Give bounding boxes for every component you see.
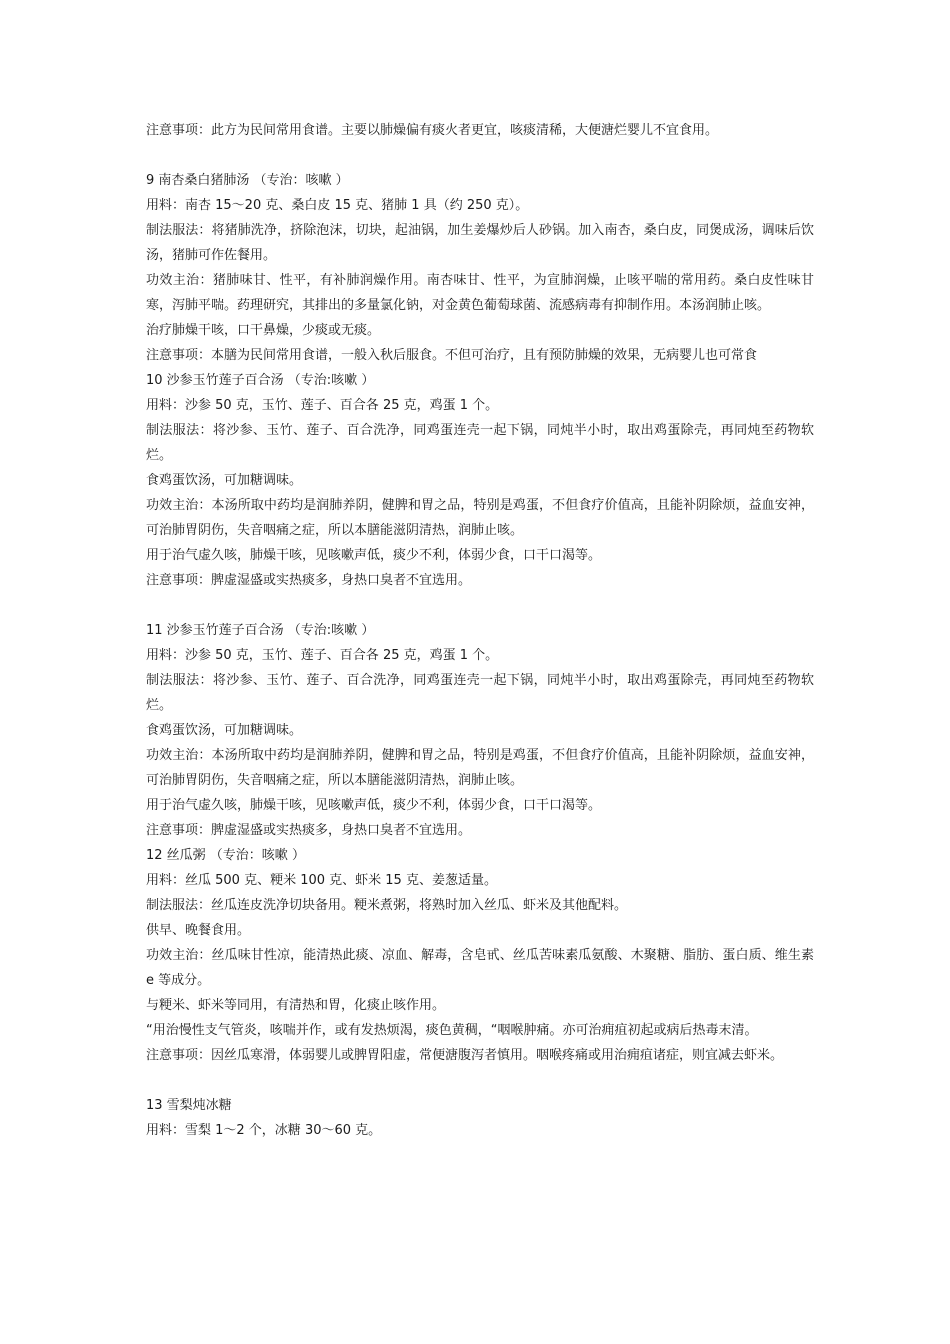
text-line: 用料：丝瓜 500 克、粳米 100 克、虾米 15 克、姜葱适量。 (146, 873, 497, 888)
text-line: 用于治气虚久咳，肺燥干咳，见咳嗽声低，痰少不利，体弱少食，口干口渴等。 (146, 798, 602, 813)
text-line: 用于治气虚久咳，肺燥干咳，见咳嗽声低，痰少不利，体弱少食，口干口渴等。 (146, 548, 602, 563)
text-line: 注意事项：脾虚湿盛或实热痰多，身热口臭者不宜选用。 (146, 823, 472, 838)
text-line: 功效主治：本汤所取中药均是润肺养阴，健脾和胃之品，特别是鸡蛋，不但食疗价值高，且能补阴除烦，益血安神，可治肺胃阴伤，失音咽痛之症，所以本膳能滋阴清热，润肺止咳。 (146, 748, 814, 788)
text-line: 功效主治：丝瓜味甘性凉，能清热此痰、凉血、解毒，含皂甙、丝瓜苦味素瓜氨酸、木聚糖、脂肪、蛋白质、维生素 e 等成分。 (146, 948, 814, 988)
section-heading: 12 丝瓜粥 （专治：咳嗽 ） (146, 848, 305, 863)
text-line: 制法服法：丝瓜连皮洗净切块备用。粳米煮粥，将熟时加入丝瓜、虾米及其他配料。 (146, 898, 628, 913)
section-heading: 9 南杏桑白猪肺汤 （专治：咳嗽 ） (146, 173, 349, 188)
text-line: “用治慢性支气管炎，咳喘并作，或有发热烦渴，痰色黄稠，“咽喉肿痛。亦可治痈疽初起或病后热毒末清。 (146, 1023, 758, 1038)
text-line: 食鸡蛋饮汤，可加糖调味。 (146, 723, 303, 738)
text-line: 制法服法：将沙参、玉竹、莲子、百合洗净，同鸡蛋连壳一起下锅，同炖半小时，取出鸡蛋除壳，再同炖至药物软烂。 (146, 673, 814, 713)
blank-line (146, 593, 814, 618)
text-line: 用料：南杏 15～20 克、桑白皮 15 克、猪肺 1 具（约 250 克）。 (146, 198, 529, 213)
document-page (146, 118, 814, 1143)
text-line: 与粳米、虾米等同用，有清热和胃，化痰止咳作用。 (146, 998, 446, 1013)
text-line: 用料：沙参 50 克，玉竹、莲子、百合各 25 克，鸡蛋 1 个。 (146, 398, 499, 413)
section-heading: 11 沙参玉竹莲子百合汤 （专治:咳嗽 ） (146, 623, 375, 638)
text-line: 制法服法：将沙参、玉竹、莲子、百合洗净，同鸡蛋连壳一起下锅，同炖半小时，取出鸡蛋除壳，再同炖至药物软烂。 (146, 423, 814, 463)
blank-line (146, 1068, 814, 1093)
text-line: 用料：雪梨 1～2 个，冰糖 30～60 克。 (146, 1123, 382, 1138)
text-line: 注意事项：因丝瓜寒滑，体弱婴儿或脾胃阳虚，常便溏腹泻者慎用。咽喉疼痛或用治痈疽诸症，则宜减去虾米。 (146, 1048, 784, 1063)
text-line: 注意事项：此方为民间常用食谱。主要以肺燥偏有痰火者更宜，咳痰清稀，大便溏烂婴儿不宜食用。 (146, 123, 719, 138)
text-line: 功效主治：猪肺味甘、性平，有补肺润燥作用。南杏味甘、性平，为宣肺润燥，止咳平喘的常用药。桑白皮性味甘寒，泻肺平喘。药理研究，其排出的多量氯化钠，对金黄色葡萄球菌、流感病毒有抑制作用。本汤润肺止咳。 (146, 273, 814, 313)
text-line: 用料：沙参 50 克，玉竹、莲子、百合各 25 克，鸡蛋 1 个。 (146, 648, 499, 663)
text-line: 供早、晚餐食用。 (146, 923, 251, 938)
text-line: 食鸡蛋饮汤，可加糖调味。 (146, 473, 303, 488)
section-heading: 10 沙参玉竹莲子百合汤 （专治:咳嗽 ） (146, 373, 375, 388)
blank-line (146, 143, 814, 168)
text-line: 治疗肺燥干咳，口干鼻燥，少痰或无痰。 (146, 323, 381, 338)
text-line: 注意事项：脾虚湿盛或实热痰多，身热口臭者不宜选用。 (146, 573, 472, 588)
text-line: 制法服法：将猪肺洗净，挤除泡沫，切块，起油锅，加生姜爆炒后人砂锅。加入南杏，桑白皮，同煲成汤，调味后饮汤，猪肺可作佐餐用。 (146, 223, 814, 263)
text-line: 功效主治：本汤所取中药均是润肺养阴，健脾和胃之品，特别是鸡蛋，不但食疗价值高，且能补阴除烦，益血安神，可治肺胃阴伤，失音咽痛之症，所以本膳能滋阴清热，润肺止咳。 (146, 498, 814, 538)
section-heading: 13 雪梨炖冰糖 (146, 1098, 232, 1113)
text-line: 注意事项：本膳为民间常用食谱，一般入秋后服食。不但可治疗，且有预防肺燥的效果，无病婴儿也可常食 (146, 348, 758, 363)
